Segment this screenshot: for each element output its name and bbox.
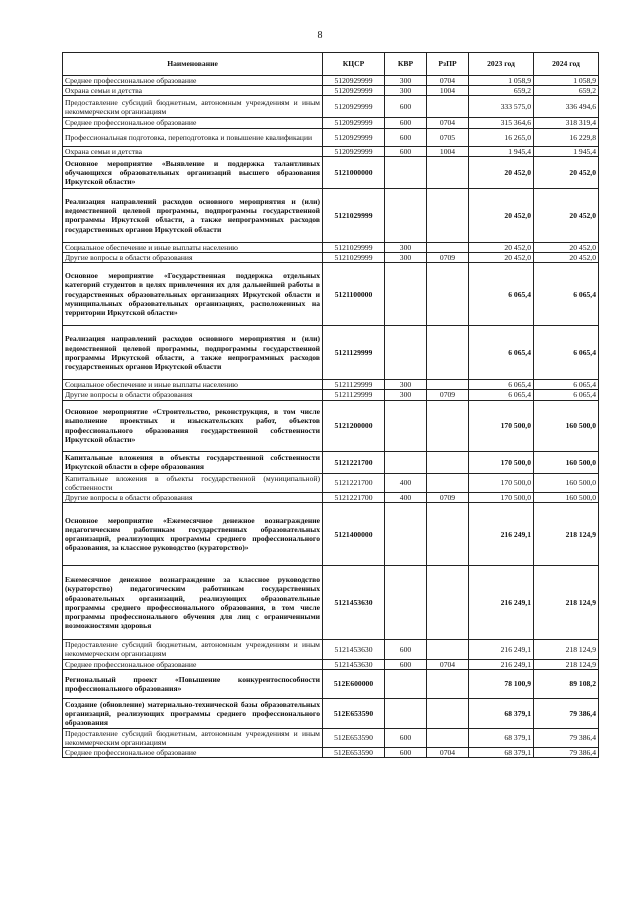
row-amount-2023: 20 452,0 xyxy=(469,242,534,252)
row-kcsr: 5121129999 xyxy=(323,326,385,380)
row-rzpr xyxy=(427,640,469,659)
row-name: Основное мероприятие «Ежемесячное денежное вознаграждение педагогическим работникам государственных образовательных организаций, реализующих программы среднего профессионального образования, за классное руководство (кураторство)» xyxy=(63,503,323,566)
row-name: Среднее профессиональное образование xyxy=(63,76,323,86)
row-kcsr: 5121100000 xyxy=(323,263,385,326)
row-amount-2024: 6 065,4 xyxy=(534,263,599,326)
row-name: Региональный проект «Повышение конкурентоспособности профессионального образования» xyxy=(63,669,323,698)
row-kvr: 600 xyxy=(385,728,427,747)
row-kcsr: 5121453630 xyxy=(323,659,385,669)
table-row xyxy=(63,390,599,400)
row-kcsr: 5121129999 xyxy=(323,390,385,400)
row-amount-2023: 1 058,9 xyxy=(469,76,534,86)
row-name: Другие вопросы в области образования xyxy=(63,390,323,400)
table-row xyxy=(63,748,599,758)
row-name: Реализация направлений расходов основного мероприятия и (или) ведомственной целевой программы, подпрограммы государственной программы Иркутской области, а также непрограммных расходов государственных органов Иркутской области xyxy=(63,188,323,242)
table-row xyxy=(63,253,599,263)
row-kvr: 300 xyxy=(385,242,427,252)
row-amount-2024: 318 319,4 xyxy=(534,118,599,128)
page-number: 8 xyxy=(317,30,323,41)
row-amount-2023: 216 249,1 xyxy=(469,659,534,669)
row-kcsr: 5121453630 xyxy=(323,566,385,640)
row-kvr: 600 xyxy=(385,659,427,669)
row-rzpr: 0705 xyxy=(427,128,469,146)
row-kcsr: 5120929999 xyxy=(323,128,385,146)
row-kcsr: 512E653590 xyxy=(323,698,385,728)
row-kvr xyxy=(385,326,427,380)
row-amount-2024: 20 452,0 xyxy=(534,188,599,242)
row-rzpr xyxy=(427,503,469,566)
row-kcsr: 5121221700 xyxy=(323,493,385,503)
row-rzpr xyxy=(427,263,469,326)
row-kvr: 300 xyxy=(385,390,427,400)
row-kcsr: 5121221700 xyxy=(323,473,385,492)
row-kcsr: 5121221700 xyxy=(323,451,385,473)
row-kvr: 300 xyxy=(385,86,427,96)
table-row xyxy=(63,96,599,118)
row-amount-2024: 6 065,4 xyxy=(534,380,599,390)
row-amount-2024: 160 500,0 xyxy=(534,493,599,503)
row-rzpr xyxy=(427,400,469,451)
header-2024: 2024 год xyxy=(534,53,599,76)
row-amount-2024: 20 452,0 xyxy=(534,156,599,188)
row-amount-2023: 216 249,1 xyxy=(469,640,534,659)
row-name: Основное мероприятие «Государственная поддержка отдельных категорий студентов в целях привлечения их для дальнейшей работы в государственных образовательных организациях Иркутской области и муниципальных образовательных организациях, расположенных на территории Иркутской области» xyxy=(63,263,323,326)
row-rzpr: 0709 xyxy=(427,253,469,263)
row-kvr xyxy=(385,188,427,242)
row-kvr xyxy=(385,669,427,698)
row-rzpr: 1004 xyxy=(427,86,469,96)
row-amount-2023: 68 379,1 xyxy=(469,748,534,758)
row-name: Реализация направлений расходов основного мероприятия и (или) ведомственной целевой программы, подпрограммы государственной программы Иркутской области, а также непрограммных расходов государственных органов Иркутской области xyxy=(63,326,323,380)
row-kcsr: 512E653590 xyxy=(323,748,385,758)
row-rzpr: 0704 xyxy=(427,659,469,669)
row-rzpr: 0704 xyxy=(427,748,469,758)
row-amount-2024: 160 500,0 xyxy=(534,400,599,451)
row-amount-2024: 20 452,0 xyxy=(534,253,599,263)
row-rzpr xyxy=(427,242,469,252)
row-amount-2023: 6 065,4 xyxy=(469,326,534,380)
table-row xyxy=(63,242,599,252)
row-amount-2023: 659,2 xyxy=(469,86,534,96)
row-kcsr: 5120929999 xyxy=(323,118,385,128)
row-amount-2023: 216 249,1 xyxy=(469,566,534,640)
row-rzpr xyxy=(427,473,469,492)
row-amount-2024: 1 945,4 xyxy=(534,146,599,156)
row-rzpr xyxy=(427,326,469,380)
row-amount-2024: 1 058,9 xyxy=(534,76,599,86)
row-kvr xyxy=(385,156,427,188)
row-kvr xyxy=(385,263,427,326)
row-name: Среднее профессиональное образование xyxy=(63,659,323,669)
row-kvr: 300 xyxy=(385,76,427,86)
row-kvr: 600 xyxy=(385,128,427,146)
table-row xyxy=(63,156,599,188)
row-amount-2023: 20 452,0 xyxy=(469,156,534,188)
row-rzpr xyxy=(427,728,469,747)
row-amount-2023: 170 500,0 xyxy=(469,493,534,503)
row-amount-2024: 79 386,4 xyxy=(534,748,599,758)
row-kvr: 600 xyxy=(385,118,427,128)
table-row xyxy=(63,118,599,128)
row-amount-2023: 1 945,4 xyxy=(469,146,534,156)
table-row xyxy=(63,146,599,156)
row-amount-2023: 20 452,0 xyxy=(469,188,534,242)
row-amount-2024: 160 500,0 xyxy=(534,473,599,492)
row-kvr xyxy=(385,451,427,473)
row-name: Среднее профессиональное образование xyxy=(63,748,323,758)
row-kcsr: 5120929999 xyxy=(323,86,385,96)
row-name: Создание (обновление) материально-технической базы образовательных организаций, реализующих программы среднего профессионального образования xyxy=(63,698,323,728)
row-amount-2024: 79 386,4 xyxy=(534,728,599,747)
row-amount-2023: 333 575,0 xyxy=(469,96,534,118)
row-kcsr: 5121453630 xyxy=(323,640,385,659)
row-name: Ежемесячное денежное вознаграждение за классное руководство (кураторство) педагогическим работникам государственных образовательных организаций, реализующих образовательные программы среднего профессионального образования, в том числе программы профессионального обучения для лиц с ограниченными возможностями здоровья xyxy=(63,566,323,640)
header-kcsr: КЦСР xyxy=(323,53,385,76)
row-amount-2024: 659,2 xyxy=(534,86,599,96)
header-name: Наименование xyxy=(63,53,323,76)
row-kcsr: 5121200000 xyxy=(323,400,385,451)
header-kvr: КВР xyxy=(385,53,427,76)
row-kvr: 600 xyxy=(385,96,427,118)
table-row xyxy=(63,493,599,503)
row-amount-2024: 89 108,2 xyxy=(534,669,599,698)
row-rzpr xyxy=(427,156,469,188)
row-kvr: 600 xyxy=(385,640,427,659)
row-name: Другие вопросы в области образования xyxy=(63,253,323,263)
row-rzpr: 0709 xyxy=(427,493,469,503)
row-amount-2024: 20 452,0 xyxy=(534,242,599,252)
table-row xyxy=(63,188,599,242)
row-amount-2024: 160 500,0 xyxy=(534,451,599,473)
row-kvr: 300 xyxy=(385,253,427,263)
row-name: Основное мероприятие «Строительство, реконструкция, в том числе выполнение проектных и изыскательских работ, объектов профессионального образования государственной собственности Иркутской области» xyxy=(63,400,323,451)
row-name: Социальное обеспечение и иные выплаты населению xyxy=(63,380,323,390)
row-rzpr: 0704 xyxy=(427,118,469,128)
table-row xyxy=(63,86,599,96)
row-amount-2024: 218 124,9 xyxy=(534,503,599,566)
row-kvr: 600 xyxy=(385,748,427,758)
row-kcsr: 5121000000 xyxy=(323,156,385,188)
table-header-row xyxy=(63,53,599,76)
row-amount-2024: 218 124,9 xyxy=(534,640,599,659)
header-2023: 2023 год xyxy=(469,53,534,76)
row-kvr: 400 xyxy=(385,493,427,503)
row-kvr xyxy=(385,566,427,640)
row-kcsr: 5120929999 xyxy=(323,96,385,118)
row-rzpr xyxy=(427,451,469,473)
row-kcsr: 5121029999 xyxy=(323,188,385,242)
row-rzpr xyxy=(427,96,469,118)
row-amount-2023: 170 500,0 xyxy=(469,451,534,473)
table-row xyxy=(63,659,599,669)
row-rzpr: 1004 xyxy=(427,146,469,156)
row-amount-2023: 6 065,4 xyxy=(469,263,534,326)
row-kvr: 300 xyxy=(385,380,427,390)
row-amount-2023: 6 065,4 xyxy=(469,380,534,390)
row-rzpr xyxy=(427,669,469,698)
row-name: Среднее профессиональное образование xyxy=(63,118,323,128)
row-name: Охрана семьи и детства xyxy=(63,146,323,156)
row-name: Капитальные вложения в объекты государственной (муниципальной) собственности xyxy=(63,473,323,492)
table-row xyxy=(63,566,599,640)
row-amount-2024: 16 229,8 xyxy=(534,128,599,146)
row-kcsr: 512E600000 xyxy=(323,669,385,698)
row-amount-2023: 170 500,0 xyxy=(469,400,534,451)
row-kcsr: 5121400000 xyxy=(323,503,385,566)
row-rzpr xyxy=(427,698,469,728)
row-name: Охрана семьи и детства xyxy=(63,86,323,96)
row-amount-2023: 216 249,1 xyxy=(469,503,534,566)
row-amount-2023: 315 364,6 xyxy=(469,118,534,128)
row-name: Капитальные вложения в объекты государственной собственности Иркутской области в сфере образования xyxy=(63,451,323,473)
row-amount-2024: 336 494,6 xyxy=(534,96,599,118)
row-amount-2024: 218 124,9 xyxy=(534,659,599,669)
row-rzpr: 0709 xyxy=(427,390,469,400)
budget-table xyxy=(62,52,599,758)
row-amount-2024: 6 065,4 xyxy=(534,326,599,380)
row-rzpr xyxy=(427,380,469,390)
table-row xyxy=(63,451,599,473)
table-row xyxy=(63,503,599,566)
row-kvr xyxy=(385,400,427,451)
row-kvr: 400 xyxy=(385,473,427,492)
row-name: Предоставление субсидий бюджетным, автономным учреждениям и иным некоммерческим организациям xyxy=(63,728,323,747)
row-kvr xyxy=(385,698,427,728)
row-amount-2023: 6 065,4 xyxy=(469,390,534,400)
row-kcsr: 5120929999 xyxy=(323,146,385,156)
row-rzpr: 0704 xyxy=(427,76,469,86)
table-row xyxy=(63,728,599,747)
row-amount-2023: 68 379,1 xyxy=(469,728,534,747)
row-amount-2024: 6 065,4 xyxy=(534,390,599,400)
row-amount-2023: 16 265,0 xyxy=(469,128,534,146)
table-row xyxy=(63,263,599,326)
table-row xyxy=(63,400,599,451)
table-row xyxy=(63,669,599,698)
row-kcsr: 512E653590 xyxy=(323,728,385,747)
row-amount-2024: 218 124,9 xyxy=(534,566,599,640)
row-amount-2023: 68 379,1 xyxy=(469,698,534,728)
table-row xyxy=(63,473,599,492)
row-kcsr: 5121029999 xyxy=(323,242,385,252)
row-rzpr xyxy=(427,566,469,640)
row-amount-2023: 78 100,9 xyxy=(469,669,534,698)
table-row xyxy=(63,380,599,390)
row-kcsr: 5121029999 xyxy=(323,253,385,263)
row-name: Другие вопросы в области образования xyxy=(63,493,323,503)
row-kvr xyxy=(385,503,427,566)
row-kvr: 600 xyxy=(385,146,427,156)
row-name: Предоставление субсидий бюджетным, автономным учреждениям и иным некоммерческим организациям xyxy=(63,96,323,118)
table-row xyxy=(63,128,599,146)
row-name: Профессиональная подготовка, переподготовка и повышение квалификации xyxy=(63,128,323,146)
row-kcsr: 5121129999 xyxy=(323,380,385,390)
row-rzpr xyxy=(427,188,469,242)
row-amount-2023: 20 452,0 xyxy=(469,253,534,263)
table-row xyxy=(63,640,599,659)
header-rzpr: РзПР xyxy=(427,53,469,76)
row-amount-2023: 170 500,0 xyxy=(469,473,534,492)
row-name: Социальное обеспечение и иные выплаты населению xyxy=(63,242,323,252)
table-row xyxy=(63,76,599,86)
table-row xyxy=(63,326,599,380)
row-kcsr: 5120929999 xyxy=(323,76,385,86)
row-name: Предоставление субсидий бюджетным, автономным учреждениям и иным некоммерческим организациям xyxy=(63,640,323,659)
row-amount-2024: 79 386,4 xyxy=(534,698,599,728)
table-row xyxy=(63,698,599,728)
row-name: Основное мероприятие «Выявление и поддержка талантливых обучающихся образовательных организаций высшего образования Иркутской области» xyxy=(63,156,323,188)
